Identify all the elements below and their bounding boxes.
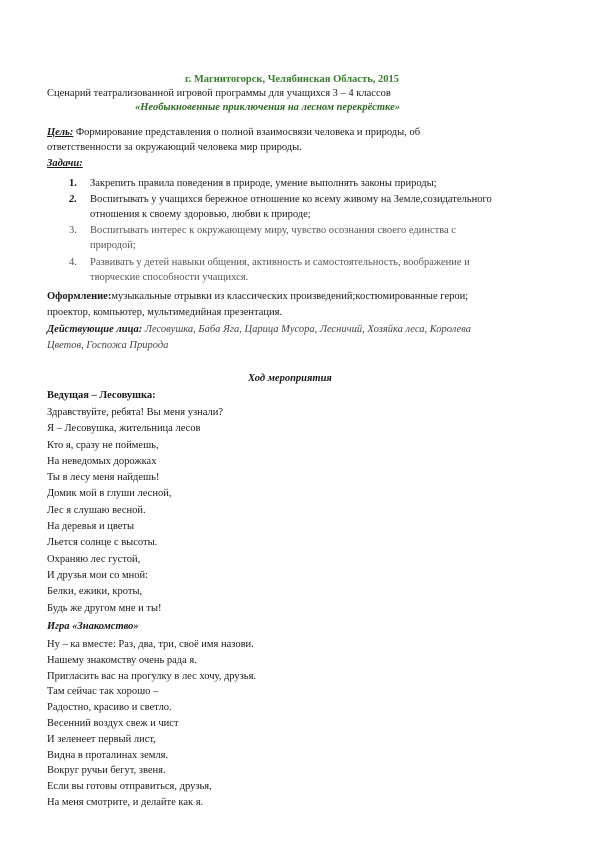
design-line-1 xyxy=(47,290,468,304)
task-2-line-2: отношения к своему здоровью, любви к природе; xyxy=(90,209,311,220)
characters-text-2: Цветов, Госпожа Природа xyxy=(47,340,169,351)
design-text-1: музыкальные отрывки из классических произведений;костюмированные герои; xyxy=(111,291,469,302)
poem-line: И зеленеет первый лист, xyxy=(47,733,156,745)
task-4-number: 4. xyxy=(69,257,77,268)
task-2-line-1: Воспитывать у учащихся бережное отношение ко всему живому на Земле,созидательного xyxy=(90,194,492,205)
program-name: «Необыкновенные приключения на лесном перекрёстке» xyxy=(135,102,400,113)
poem-line: Видна в проталинах земля. xyxy=(47,749,169,761)
characters-text-1: Лесовушка, Баба Яга, Царица Мусора, Лесничий, Хозяйка леса, Королева xyxy=(142,324,472,335)
task-2-number: 2. xyxy=(69,194,77,205)
poem-line: Весенний воздух свеж и чист xyxy=(47,717,179,729)
characters-label: Действующие лица: xyxy=(47,324,143,335)
poem-line: Нашему знакомству очень рада я. xyxy=(47,654,197,666)
poem-line: Ну – ка вместе: Раз, два, три, своё имя назови. xyxy=(47,639,254,650)
task-3-number: 3. xyxy=(69,225,77,236)
poem-line: Белки, ежики, кроты, xyxy=(47,586,143,598)
poem-line: Льется солнце с высоты. xyxy=(47,537,158,549)
goal-line-1 xyxy=(47,126,420,140)
task-4-line-2: творческие способности учащихся. xyxy=(90,272,249,283)
task-4-line-1: Развивать у детей навыки общения, активность и самостоятельность, воображение и xyxy=(90,257,470,268)
poem-line: Я – Лесовушка, жительница лесов xyxy=(47,423,201,435)
poem-line: На меня смотрите, и делайте как я. xyxy=(47,796,204,808)
task-1-number: 1. xyxy=(69,178,77,189)
goal-label: Цель: xyxy=(47,127,74,138)
task-3-line-1: Воспитывать интерес к окружающему миру, чувство осознания своего единства с xyxy=(90,225,456,236)
poem-line: На деревья и цветы xyxy=(47,521,135,533)
event-heading: Ход мероприятия xyxy=(248,373,332,384)
goal-text-2: ответственности за окружающий человека мир природы. xyxy=(47,142,302,153)
poem-line: Радостно, красиво и светло. xyxy=(47,702,172,714)
city-year-line: г. Магнитогорск, Челябинская Область, 2015 xyxy=(185,74,399,85)
poem-2 xyxy=(47,637,256,811)
design-label: Оформление: xyxy=(47,291,112,302)
poem-line: Пригласить вас на прогулку в лес хочу, друзья. xyxy=(47,670,257,682)
design-text-2: проектор, компьютер, мультимедийная презентация. xyxy=(47,307,283,318)
tasks-label: Задачи: xyxy=(47,158,83,169)
characters-line-1 xyxy=(47,323,471,337)
poem-line: Здравствуйте, ребята! Вы меня узнали? xyxy=(47,407,224,418)
poem-line: Охраняю лес густой, xyxy=(47,553,141,565)
poem-line: И друзья мои со мной: xyxy=(47,569,149,581)
poem-1 xyxy=(47,405,223,617)
poem-line: Если вы готовы отправиться, друзья, xyxy=(47,781,212,793)
poem-line: Домик мой в глуши лесной, xyxy=(47,488,172,500)
poem-line: Лес я слушаю весной. xyxy=(47,504,146,516)
poem-line: Там сейчас так хорошо – xyxy=(47,686,159,698)
poem-line: Вокруг ручьи бегут, звеня. xyxy=(47,765,166,777)
game-heading: Игра «Знакомство» xyxy=(47,621,139,632)
poem-line: Будь же другом мне и ты! xyxy=(47,602,162,614)
speaker-heading: Ведущая – Лесовушка: xyxy=(47,390,156,401)
goal-text-1: Формирование представления о полной взаимосвязи человека и природы, об xyxy=(73,127,421,138)
task-3-line-2: природой; xyxy=(90,240,136,251)
poem-line: Ты в лесу меня найдешь! xyxy=(47,472,160,484)
poem-line: Кто я, сразу не поймешь, xyxy=(47,439,159,451)
scenario-title: Сценарий театрализованной игровой программы для учащихся 3 – 4 классов xyxy=(47,88,391,99)
poem-line: На неведомых дорожках xyxy=(47,455,157,467)
task-1-line-1: Закрепить правила поведения в природе, умение выполнять законы природы; xyxy=(90,178,437,189)
